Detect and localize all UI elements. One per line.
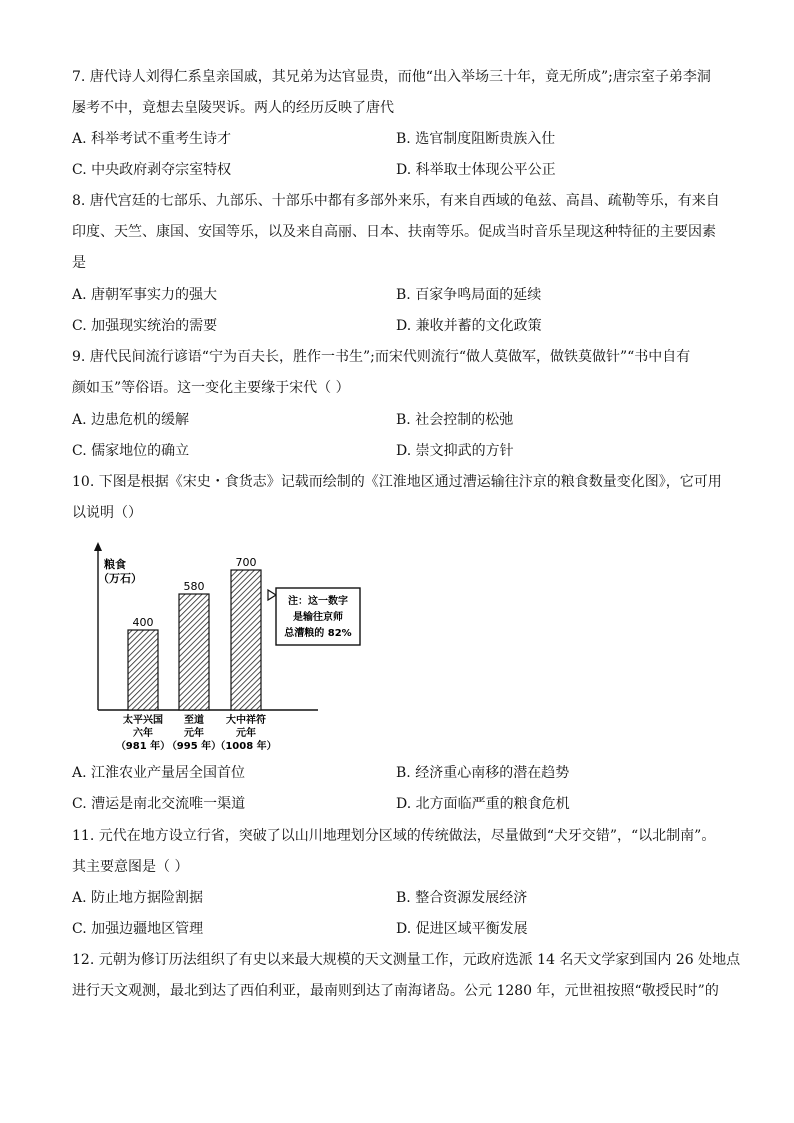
q10-option-a[interactable]: A. 江淮农业产量居全国首位 [72, 765, 246, 781]
q9-option-d[interactable]: D. 崇文抑武的方针 [396, 443, 514, 459]
category-label-0-2: （981 年） [115, 741, 171, 752]
bar-value-label-1: 580 [183, 580, 205, 593]
bar-2 [231, 570, 261, 710]
bars-layer [116, 556, 277, 752]
y-axis-label-2: （万石） [98, 572, 142, 585]
bar-1 [179, 594, 209, 710]
q11-line-2: 其主要意图是（ ） [72, 859, 189, 875]
category-label-1-1: 元年 [184, 728, 204, 739]
y-axis-arrow [94, 542, 102, 551]
q12-line-1: 12. 元朝为修订历法组织了有史以来最大规模的天文测量工作，元政府选派 14 名天文学家到国内 26 处地点 [72, 952, 741, 968]
q11-option-a[interactable]: A. 防止地方据险割据 [72, 890, 204, 906]
q8-line-1: 8. 唐代宫廷的七部乐、九部乐、十部乐中都有多部外来乐，有来自西域的龟兹、高昌、疏勒等乐，有来自 [72, 193, 720, 209]
annotation-line-3: 总漕粮的 82% [284, 628, 352, 639]
q9-line-1: 9. 唐代民间流行谚语“宁为百夫长，胜作一书生”;而宋代则流行“做人莫做军，做铁莫做针”“书中自有 [72, 349, 691, 365]
q11-option-d[interactable]: D. 促进区域平衡发展 [396, 921, 528, 937]
q12-line-2: 进行天文观测，最北到达了西伯利亚，最南则到达了南海诸岛。公元 1280 年，元世祖按照“敬授民时”的 [72, 983, 719, 999]
q10-line-2: 以说明（） [72, 505, 142, 521]
q8-option-a[interactable]: A. 唐朝军事实力的强大 [72, 287, 218, 303]
q8-line-3: 是 [72, 255, 86, 271]
q9-option-a[interactable]: A. 边患危机的缓解 [72, 412, 190, 428]
grain-transport-bar-chart [86, 540, 386, 755]
q10-option-c[interactable]: C. 漕运是南北交流唯一渠道 [72, 796, 246, 812]
q11-option-b[interactable]: B. 整合资源发展经济 [396, 890, 528, 906]
q9-option-b[interactable]: B. 社会控制的松弛 [396, 412, 514, 428]
annotation-callout [268, 588, 360, 645]
bar-0 [128, 630, 158, 710]
category-label-2-0: 大中祥符 [226, 715, 266, 726]
annotation-line-2: 是输往京师 [293, 612, 343, 623]
annotation-line-1: 注：这一数字 [288, 596, 348, 607]
category-label-2-2: （1008 年） [215, 741, 277, 752]
category-label-2-1: 元年 [236, 728, 256, 739]
q11-line-1: 11. 元代在地方设立行省，突破了以山川地理划分区域的传统做法，尽量做到“犬牙交错”，“以北制南”。 [72, 828, 716, 844]
q8-option-d[interactable]: D. 兼收并蓄的文化政策 [396, 318, 542, 334]
q7-option-d[interactable]: D. 科举取士体现公平公正 [396, 162, 556, 178]
q10-line-1: 10. 下图是根据《宋史・食货志》记载而绘制的《江淮地区通过漕运输往汴京的粮食数量变化图》，它可用 [72, 474, 722, 490]
q7-line-2: 屡考不中，竟想去皇陵哭诉。两人的经历反映了唐代 [72, 100, 394, 116]
bar-value-label-2: 700 [235, 556, 257, 569]
q9-option-c[interactable]: C. 儒家地位的确立 [72, 443, 190, 459]
q10-option-d[interactable]: D. 北方面临严重的粮食危机 [396, 796, 570, 812]
category-label-0-0: 太平兴国 [123, 715, 163, 726]
q7-line-1: 7. 唐代诗人刘得仁系皇亲国戚，其兄弟为达官显贵，而他“出入举场三十年，竟无所成”;唐宗室子弟李洞 [72, 69, 711, 85]
category-label-0-1: 六年 [133, 728, 153, 739]
q7-option-c[interactable]: C. 中央政府剥夺宗室特权 [72, 162, 232, 178]
category-label-1-0: 至道 [184, 715, 204, 726]
q7-option-a[interactable]: A. 科举考试不重考生诗才 [72, 131, 232, 147]
category-label-1-2: （995 年） [166, 741, 222, 752]
q11-option-c[interactable]: C. 加强边疆地区管理 [72, 921, 204, 937]
q10-option-b[interactable]: B. 经济重心南移的潜在趋势 [396, 765, 570, 781]
q8-line-2: 印度、天竺、康国、安国等乐，以及来自高丽、日本、扶南等乐。促成当时音乐呈现这种特征的主要因素 [72, 224, 716, 240]
q8-option-b[interactable]: B. 百家争鸣局面的延续 [396, 287, 542, 303]
q8-option-c[interactable]: C. 加强现实统治的需要 [72, 318, 218, 334]
q7-option-b[interactable]: B. 选官制度阻断贵族入仕 [396, 131, 556, 147]
y-axis-label-1: 粮食 [104, 558, 126, 571]
q9-line-2: 颜如玉”等俗语。这一变化主要缘于宋代（ ） [72, 380, 350, 396]
bar-value-label-0: 400 [132, 616, 154, 629]
